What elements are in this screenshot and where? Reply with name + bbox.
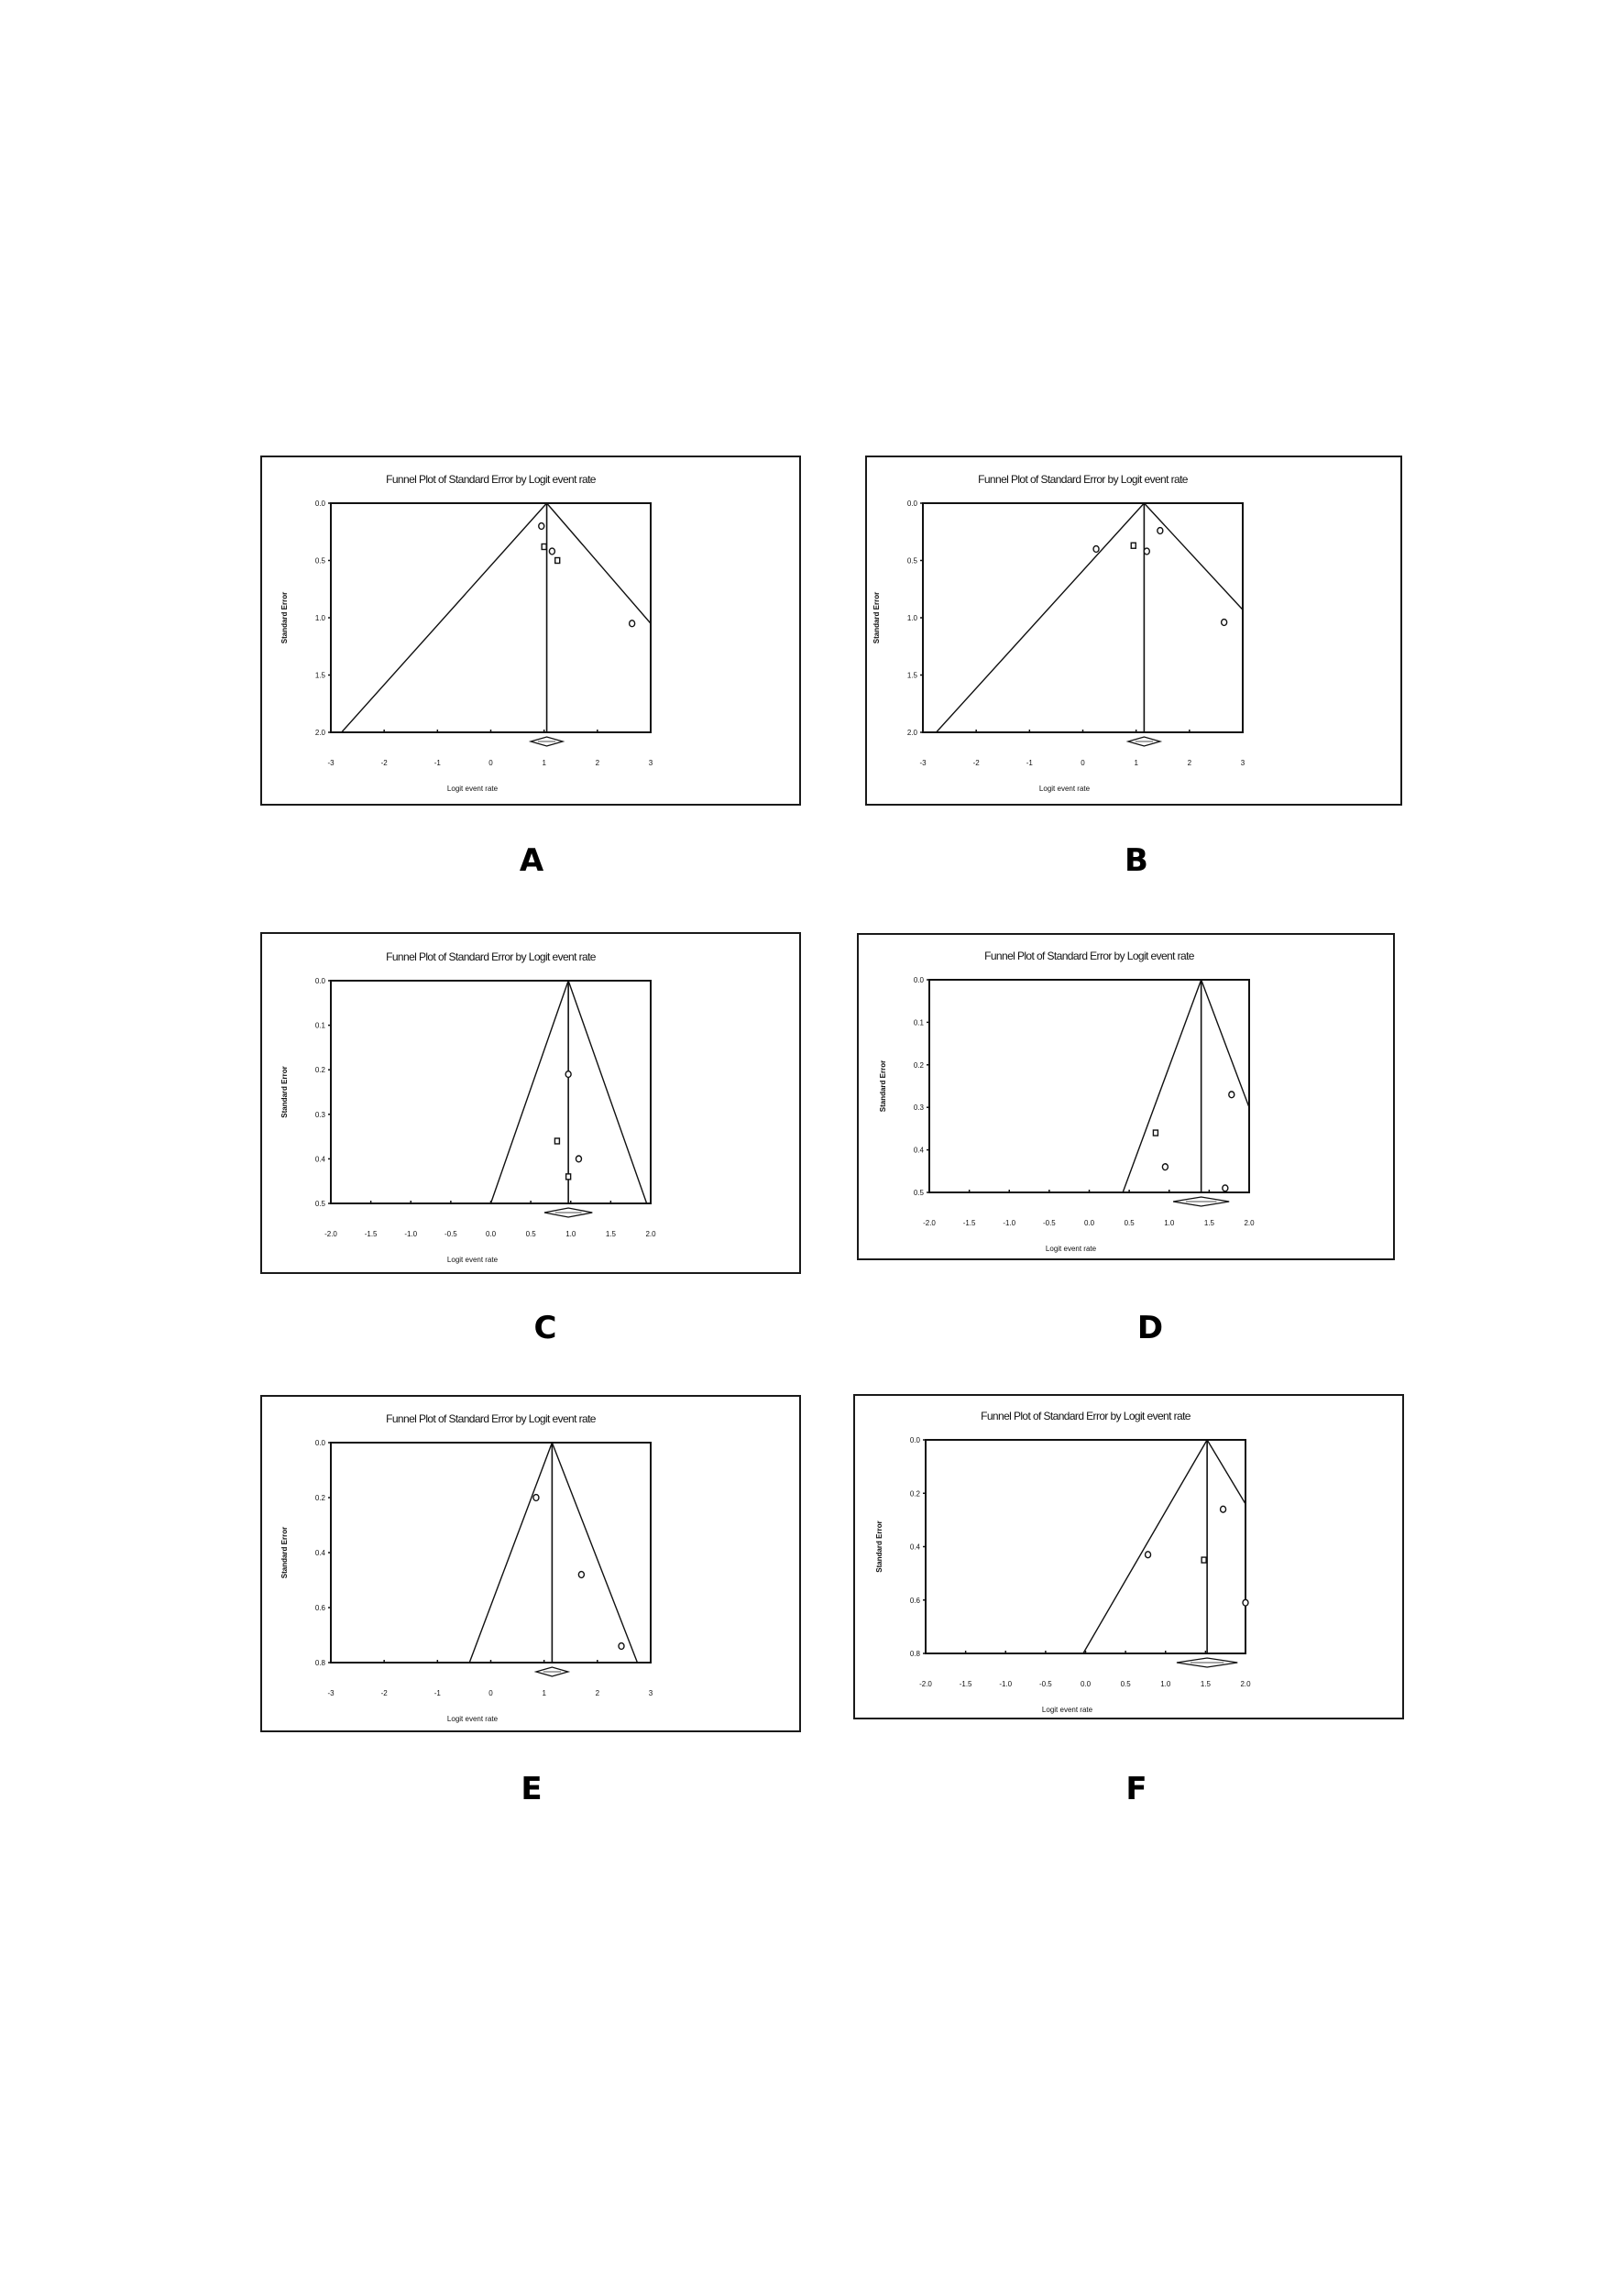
chart-title: Funnel Plot of Standard Error by Logit event rate	[978, 473, 1188, 486]
y-tick-label: 2.0	[314, 729, 325, 737]
funnel-right-line	[568, 981, 647, 1203]
study-point-square	[566, 1174, 571, 1180]
funnel-plot-panel-b	[865, 456, 1402, 806]
y-tick-label: 1.5	[906, 671, 917, 680]
study-point-circle	[1221, 1506, 1226, 1512]
y-tick-label: 0.6	[909, 1596, 920, 1605]
funnel-plot-panel-c	[260, 932, 801, 1274]
y-tick-label: 0.4	[909, 1543, 920, 1552]
x-tick-label: 2	[595, 759, 600, 767]
plot-canvas	[262, 934, 803, 1276]
y-tick-label: 1.0	[314, 614, 325, 622]
y-tick-label: 0.4	[314, 1549, 325, 1557]
plot-area	[331, 1443, 651, 1663]
funnel-left-line	[342, 503, 547, 732]
y-tick-label: 0.1	[314, 1021, 325, 1030]
x-tick-label: 1.5	[1200, 1680, 1211, 1688]
y-tick-label: 0.2	[909, 1489, 920, 1499]
y-tick-label: 0.5	[906, 556, 917, 566]
study-point-circle	[1222, 620, 1227, 626]
study-point-circle	[578, 1572, 584, 1578]
chart-title: Funnel Plot of Standard Error by Logit event rate	[984, 950, 1194, 962]
x-tick-label: 1	[542, 1689, 546, 1697]
study-point-circle	[533, 1495, 539, 1501]
x-tick-label: 1.5	[605, 1230, 616, 1238]
y-tick-label: 0.0	[913, 976, 924, 984]
y-tick-label: 0.0	[906, 500, 917, 508]
panel-label-c: C	[533, 1310, 557, 1346]
study-point-square	[1131, 543, 1136, 548]
x-tick-label: 1.0	[565, 1230, 576, 1238]
study-point-square	[1202, 1557, 1206, 1563]
y-tick-label: 0.5	[314, 1200, 325, 1208]
x-tick-label: 2.0	[645, 1230, 656, 1238]
y-tick-label: 0.3	[314, 1110, 325, 1119]
x-tick-label: -1.0	[404, 1230, 418, 1238]
x-tick-label: 0.5	[1120, 1680, 1131, 1688]
x-tick-label: 3	[648, 759, 653, 767]
study-point-circle	[1158, 528, 1163, 534]
study-point-circle	[1146, 1552, 1151, 1558]
y-tick-label: 0.8	[909, 1650, 920, 1658]
funnel-left-line	[937, 503, 1145, 732]
funnel-left-line	[1083, 1440, 1207, 1653]
panel-label-f: F	[1125, 1771, 1147, 1807]
study-point-circle	[1144, 548, 1149, 555]
study-point-square	[554, 1138, 559, 1144]
panel-label-b: B	[1125, 842, 1148, 879]
plot-area	[926, 1440, 1245, 1653]
x-tick-label: -0.5	[1038, 1680, 1052, 1688]
plot-canvas	[855, 1396, 1406, 1721]
y-axis-label: Standard Error	[280, 591, 289, 644]
x-tick-label: 2.0	[1244, 1219, 1255, 1227]
funnel-right-line	[1207, 1440, 1245, 1504]
y-tick-label: 0.5	[314, 556, 325, 566]
plot-canvas	[262, 1397, 803, 1734]
x-tick-label: 2	[595, 1689, 600, 1697]
funnel-right-line	[1202, 980, 1249, 1107]
y-tick-label: 0.8	[314, 1659, 325, 1667]
x-tick-label: -2	[972, 759, 980, 767]
x-tick-label: -2	[380, 1689, 388, 1697]
plot-area	[331, 503, 651, 732]
x-axis-label: Logit event rate	[1045, 1245, 1097, 1253]
study-point-circle	[1229, 1092, 1234, 1098]
x-tick-label: -1	[433, 759, 441, 767]
y-tick-label: 0.0	[314, 1439, 325, 1447]
study-point-circle	[630, 620, 635, 627]
study-point-square	[1153, 1130, 1158, 1136]
funnel-right-line	[547, 503, 651, 623]
study-point-circle	[1162, 1164, 1168, 1170]
x-axis-label: Logit event rate	[1038, 785, 1091, 793]
x-axis-label: Logit event rate	[446, 785, 499, 793]
plot-canvas	[867, 457, 1404, 807]
funnel-plot-panel-a	[260, 456, 801, 806]
study-point-circle	[565, 1071, 571, 1078]
x-tick-label: 0	[1081, 759, 1085, 767]
x-tick-label: -0.5	[1042, 1219, 1056, 1227]
y-tick-label: 1.0	[906, 614, 917, 622]
study-point-circle	[1223, 1185, 1228, 1191]
y-tick-label: 0.2	[913, 1060, 924, 1070]
x-tick-label: 2.0	[1240, 1680, 1251, 1688]
x-tick-label: 0.0	[1083, 1219, 1095, 1227]
funnel-right-line	[552, 1443, 637, 1663]
study-point-circle	[539, 523, 544, 530]
x-tick-label: -1.0	[999, 1680, 1013, 1688]
study-point-circle	[1243, 1599, 1248, 1606]
funnel-plot-panel-d	[857, 933, 1395, 1260]
y-tick-label: 0.2	[314, 1066, 325, 1075]
x-tick-label: -2.0	[923, 1219, 936, 1227]
x-tick-label: -1.5	[959, 1680, 972, 1688]
x-tick-label: -1.5	[962, 1219, 976, 1227]
study-point-square	[555, 558, 560, 564]
x-tick-label: -1	[433, 1689, 441, 1697]
x-axis-label: Logit event rate	[446, 1715, 499, 1723]
x-tick-label: -3	[327, 759, 335, 767]
x-tick-label: 0.5	[1124, 1219, 1135, 1227]
x-tick-label: 0.0	[1080, 1680, 1092, 1688]
x-tick-label: -0.5	[444, 1230, 457, 1238]
y-tick-label: 0.5	[913, 1189, 924, 1197]
x-tick-label: 1.5	[1203, 1219, 1214, 1227]
x-tick-label: 3	[1240, 759, 1245, 767]
study-point-circle	[619, 1643, 624, 1650]
panel-label-a: A	[519, 842, 544, 879]
y-axis-label: Standard Error	[875, 1521, 883, 1573]
plot-canvas	[859, 935, 1397, 1262]
x-tick-label: 0.5	[525, 1230, 536, 1238]
x-tick-label: 0.0	[485, 1230, 497, 1238]
funnel-left-line	[469, 1443, 552, 1663]
x-tick-label: 1.0	[1160, 1680, 1171, 1688]
funnel-plot-panel-f	[853, 1394, 1404, 1719]
y-tick-label: 0.0	[314, 500, 325, 508]
funnel-plot-panel-e	[260, 1395, 801, 1732]
x-axis-label: Logit event rate	[1041, 1706, 1093, 1714]
x-tick-label: 1	[542, 759, 546, 767]
x-tick-label: 3	[648, 1689, 653, 1697]
y-tick-label: 0.4	[913, 1146, 924, 1155]
x-tick-label: -2.0	[324, 1230, 337, 1238]
plot-area	[923, 503, 1243, 732]
chart-title: Funnel Plot of Standard Error by Logit event rate	[386, 473, 596, 486]
y-axis-label: Standard Error	[280, 1066, 289, 1118]
plot-area	[331, 981, 651, 1203]
y-axis-label: Standard Error	[879, 1060, 887, 1113]
y-tick-label: 1.5	[314, 671, 325, 680]
x-tick-label: -2	[380, 759, 388, 767]
y-tick-label: 0.1	[913, 1018, 924, 1027]
y-tick-label: 0.3	[913, 1104, 924, 1113]
chart-title: Funnel Plot of Standard Error by Logit event rate	[386, 950, 596, 963]
y-tick-label: 0.6	[314, 1604, 325, 1612]
panel-label-d: D	[1136, 1310, 1164, 1346]
x-tick-label: -1.0	[1003, 1219, 1016, 1227]
y-tick-label: 0.2	[314, 1494, 325, 1502]
study-point-circle	[1093, 546, 1099, 553]
study-point-circle	[549, 548, 554, 555]
funnel-left-line	[491, 981, 569, 1203]
y-tick-label: 0.0	[909, 1436, 920, 1444]
chart-title: Funnel Plot of Standard Error by Logit event rate	[981, 1410, 1191, 1422]
x-tick-label: 1.0	[1164, 1219, 1175, 1227]
x-tick-label: -2.0	[919, 1680, 932, 1688]
panel-label-e: E	[521, 1771, 543, 1807]
y-tick-label: 0.0	[314, 977, 325, 985]
study-point-circle	[576, 1156, 581, 1162]
funnel-right-line	[1144, 503, 1243, 609]
study-point-square	[542, 544, 546, 550]
y-tick-label: 0.4	[314, 1155, 325, 1164]
chart-title: Funnel Plot of Standard Error by Logit event rate	[386, 1412, 596, 1425]
x-tick-label: 0	[488, 1689, 493, 1697]
x-tick-label: -3	[327, 1689, 335, 1697]
x-tick-label: -1	[1026, 759, 1033, 767]
x-tick-label: -3	[919, 759, 927, 767]
y-axis-label: Standard Error	[872, 591, 881, 644]
y-tick-label: 2.0	[906, 729, 917, 737]
y-axis-label: Standard Error	[280, 1526, 289, 1579]
x-tick-label: 2	[1187, 759, 1192, 767]
funnel-left-line	[1123, 980, 1202, 1192]
x-tick-label: -1.5	[364, 1230, 378, 1238]
plot-canvas	[262, 457, 803, 807]
x-tick-label: 1	[1134, 759, 1138, 767]
x-axis-label: Logit event rate	[446, 1256, 499, 1264]
x-tick-label: 0	[488, 759, 493, 767]
